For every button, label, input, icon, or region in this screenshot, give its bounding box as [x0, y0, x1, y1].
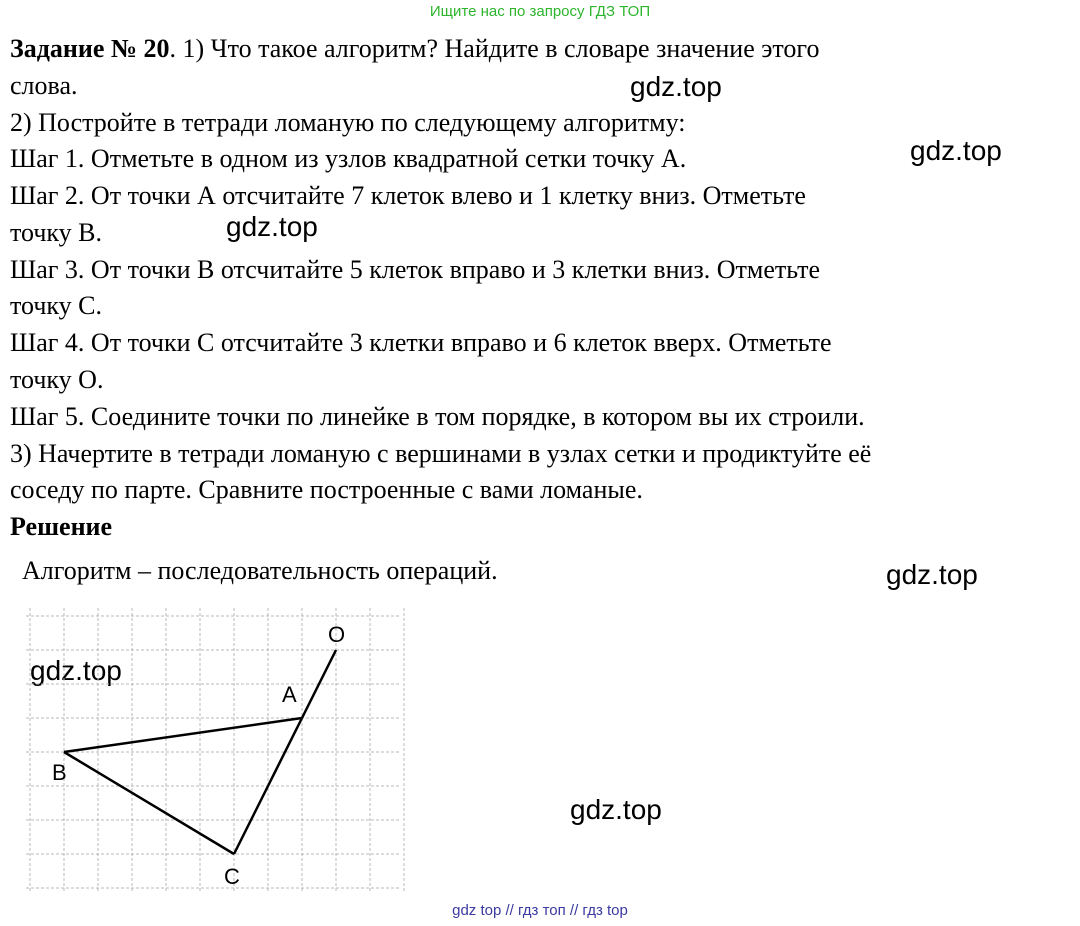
task-line-11: Шаг 5. Соедините точки по линейке в том порядке, в котором вы их строили. [10, 402, 865, 431]
point-label-A: A [282, 682, 297, 707]
point-label-O: O [328, 622, 346, 647]
top-banner[interactable]: Ищите нас по запросу ГДЗ ТОП [429, 3, 651, 20]
task-line-13: соседу по парте. Сравните построенные с вами ломаные. [10, 475, 643, 504]
task-line-1-text: . 1) Что такое алгоритм? Найдите в словаре значение этого [169, 34, 820, 63]
watermark: gdz.top [30, 655, 122, 686]
point-label-B: B [52, 760, 67, 785]
footer-links[interactable]: gdz top // гдз топ // гдз top [452, 902, 628, 919]
task-line-2: слова. [10, 71, 78, 100]
task-number: Задание № 20 [10, 34, 170, 63]
segment-AB [64, 718, 302, 752]
segment-CO [234, 650, 336, 854]
watermark: gdz.top [226, 211, 318, 242]
segment-BC [64, 752, 234, 854]
polyline-figure [26, 608, 406, 898]
task-line-5: Шаг 2. От точки А отсчитайте 7 клеток влево и 1 клетку вниз. Отметьте [10, 181, 806, 210]
solution-heading: Решение [10, 512, 113, 541]
task-line-3: 2) Постройте в тетради ломаную по следующему алгоритму: [10, 108, 686, 137]
task-line-7: Шаг 3. От точки В отсчитайте 5 клеток вправо и 3 клетки вниз. Отметьте [10, 255, 820, 284]
watermark: gdz.top [630, 71, 722, 102]
task-line-4: Шаг 1. Отметьте в одном из узлов квадратной сетки точку А. [10, 144, 687, 173]
task-line-1 [10, 34, 819, 64]
task-line-9: Шаг 4. От точки С отсчитайте 3 клетки вправо и 6 клеток вверх. Отметьте [10, 328, 832, 357]
task-line-12: 3) Начертите в тетради ломаную с вершинами в узлах сетки и продиктуйте её [10, 439, 872, 468]
task-line-10: точку О. [10, 365, 104, 394]
point-labels [52, 622, 345, 889]
task-line-8: точку С. [10, 291, 103, 320]
watermark: gdz.top [886, 559, 978, 590]
solution-text: Алгоритм – последовательность операций. [22, 556, 498, 585]
point-label-C: C [224, 864, 240, 889]
watermark: gdz.top [570, 794, 662, 825]
task-line-6: точку В. [10, 218, 103, 247]
watermark: gdz.top [910, 135, 1002, 166]
